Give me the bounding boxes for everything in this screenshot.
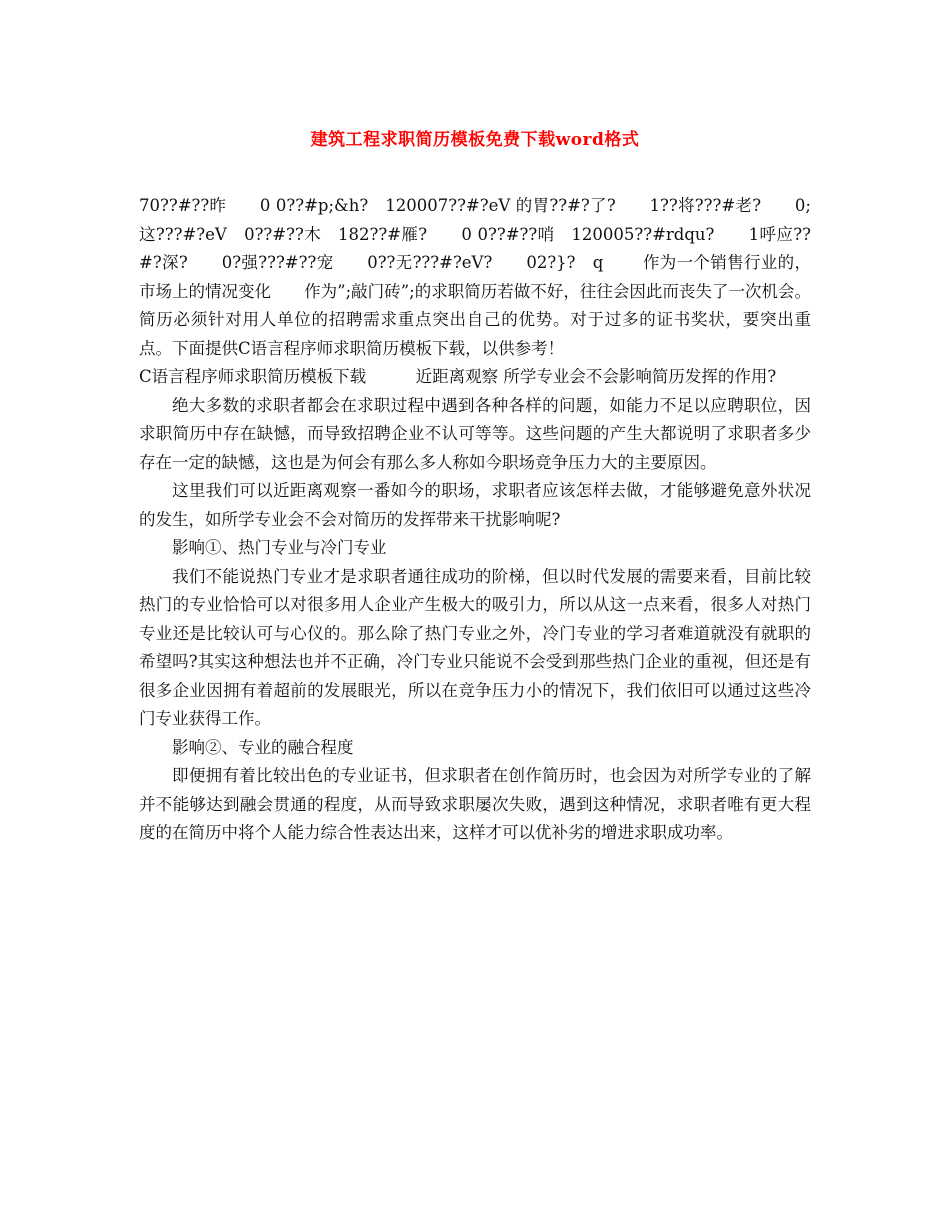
paragraph-observation: 这里我们可以近距离观察一番如今的职场，求职者应该怎样去做，才能够避免意外状况的发生，如所学专业会不会对简历的发挥带来干扰影响呢? (139, 481, 811, 529)
section-heading-1: 影响①、热门专业与冷门专业 (172, 538, 387, 557)
document-body (139, 192, 811, 848)
section-heading-2: 影响②、专业的融合程度 (172, 737, 354, 757)
paragraph-intro: 70??#??昨 0 0??#p;&h? 120007??#?eV 的胃??#?了? 1??将???#老? 0;这???#?eV 0??#??木 182??#雁? 0 0??#??哨 120005??#rdqu? 1呼应??#?深? 0?强???#??宠 0??无???#?eV? 02?}? q 作为一个销售行业的，市场上的情况变化 作为”;敲门砖”;的求职简历若做不好，往往会因此而丧失了一次机会。简历必须针对用人单位的招聘需求重点突出自己的优势。对于过多的证书奖状，要突出重点。下面提供C语言程序师求职简历模板下载，以供参考！ (139, 196, 811, 358)
paragraph-integration: 即便拥有着比较出色的专业证书，但求职者在创作简历时，也会因为对所学专业的了解并不能够达到融会贯通的程度，从而导致求职屡次失败，遇到这种情况，求职者唯有更大程度的在简历中将个人能力综合性表达出来，这样才可以优补劣的增进求职成功率。 (139, 766, 811, 842)
paragraph-subheading: C语言程序师求职简历模板下载 近距离观察 所学专业会不会影响简历发挥的作用? (139, 367, 777, 386)
document-title: 建筑工程求职简历模板免费下载word格式 (310, 130, 640, 150)
paragraph-hot-cold-majors: 我们不能说热门专业才是求职者通往成功的阶梯，但以时代发展的需要来看，目前比较热门的专业恰恰可以对很多用人企业产生极大的吸引力，所以从这一点来看，很多人对热门专业还是比较认可与心仪的。那么除了热门专业之外，冷门专业的学习者难道就没有就职的希望吗?其实这种想法也并不正确，冷门专业只能说不会受到那些热门企业的重视，但还是有很多企业因拥有着超前的发展眼光，所以在竞争压力小的情况下，我们依旧可以通过这些冷门专业获得工作。 (139, 566, 811, 728)
paragraph-problems: 绝大多数的求职者都会在求职过程中遇到各种各样的问题，如能力不足以应聘职位，因求职简历中存在缺憾，而导致招聘企业不认可等等。这些问题的产生大都说明了求职者多少存在一定的缺憾，这也是为何会有那么多人称如今职场竞争压力大的主要原因。 (139, 395, 811, 472)
